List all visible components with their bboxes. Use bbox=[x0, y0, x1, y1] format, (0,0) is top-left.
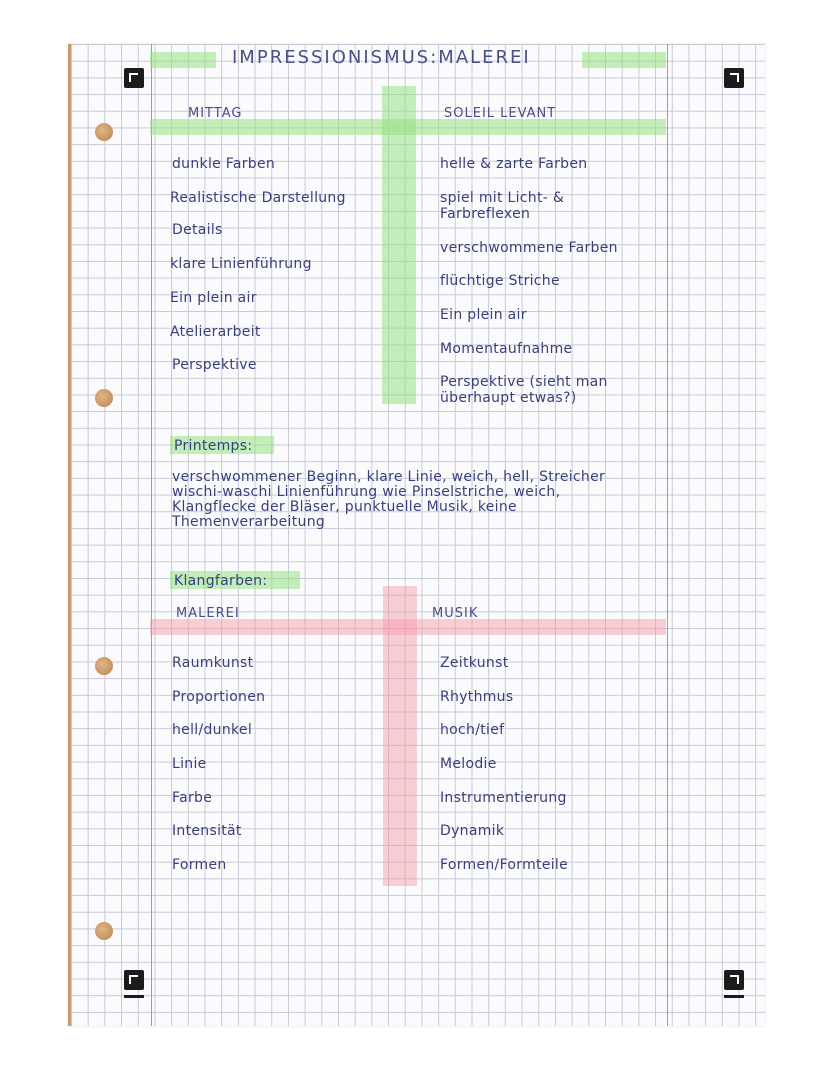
corner-marker-icon bbox=[724, 68, 744, 88]
table1-left-item: klare Linienführung bbox=[170, 256, 312, 272]
table2-left-header: MALEREI bbox=[176, 606, 240, 621]
table2-left-item: Linie bbox=[172, 756, 207, 772]
table2-right-item: Dynamik bbox=[440, 823, 505, 839]
table2-left-item: Formen bbox=[172, 857, 227, 873]
binder-hole bbox=[95, 123, 113, 141]
table1-right-item: Momentaufnahme bbox=[440, 341, 573, 357]
right-margin-line bbox=[667, 44, 668, 1026]
table1-right-header: SOLEIL LEVANT bbox=[444, 106, 557, 121]
binder-hole bbox=[95, 922, 113, 940]
corner-marker-bar bbox=[724, 995, 744, 998]
table2-left-item: Farbe bbox=[172, 790, 213, 806]
title-highlight-right bbox=[582, 52, 666, 68]
table1-right-item: helle & zarte Farben bbox=[440, 156, 588, 172]
klangfarben-heading: Klangfarben: bbox=[174, 573, 268, 589]
corner-marker-icon bbox=[124, 68, 144, 88]
table2-right-header: MUSIK bbox=[432, 606, 479, 621]
corner-marker-icon bbox=[724, 970, 744, 990]
table1-left-item: Details bbox=[172, 222, 223, 238]
table2-right-item: Zeitkunst bbox=[440, 655, 509, 671]
table1-left-item: Realistische Darstellung bbox=[170, 190, 346, 206]
table1-right-item: flüchtige Striche bbox=[440, 273, 560, 289]
table1-left-header: MITTAG bbox=[188, 106, 243, 121]
corner-marker-icon bbox=[124, 970, 144, 990]
table1-vertical-highlight bbox=[382, 86, 416, 404]
table2-right-item: Melodie bbox=[440, 756, 497, 772]
table1-left-item: dunkle Farben bbox=[172, 156, 276, 172]
table1-right-item: Perspektive (sieht man überhaupt etwas?) bbox=[440, 374, 608, 406]
table1-left-item: Atelierarbeit bbox=[170, 324, 261, 340]
printemps-heading: Printemps: bbox=[174, 438, 253, 454]
table2-vertical-highlight bbox=[383, 586, 417, 886]
table1-left-item: Ein plein air bbox=[170, 290, 257, 306]
binder-hole bbox=[95, 657, 113, 675]
table2-right-item: Rhythmus bbox=[440, 689, 514, 705]
table2-right-item: Formen/Formteile bbox=[440, 857, 569, 873]
table1-right-item: verschwommene Farben bbox=[440, 240, 618, 256]
table2-left-item: Raumkunst bbox=[172, 655, 254, 671]
printemps-text: verschwommener Beginn, klare Linie, weich, hell, Streicher wischi-waschi Linienführung wie Pinselstriche, weich, Klangflecke der Bläser, punktuelle Musik, keine Themenverarbeitung bbox=[172, 469, 606, 530]
table2-right-item: hoch/tief bbox=[440, 722, 505, 738]
corner-marker-bar bbox=[124, 995, 144, 998]
table2-left-item: hell/dunkel bbox=[172, 722, 253, 738]
table2-left-item: Intensität bbox=[172, 823, 242, 839]
title-highlight-left bbox=[150, 52, 216, 68]
left-margin-line bbox=[151, 44, 152, 1026]
binder-hole bbox=[95, 389, 113, 407]
table1-left-item: Perspektive bbox=[172, 357, 257, 373]
table1-right-item: Ein plein air bbox=[440, 307, 527, 323]
page-title: IMPRESSIONISMUS:MALEREI bbox=[232, 47, 531, 68]
table2-left-item: Proportionen bbox=[172, 689, 266, 705]
table2-right-item: Instrumentierung bbox=[440, 790, 567, 806]
table1-right-item: spiel mit Licht- & Farbreflexen bbox=[440, 190, 565, 222]
